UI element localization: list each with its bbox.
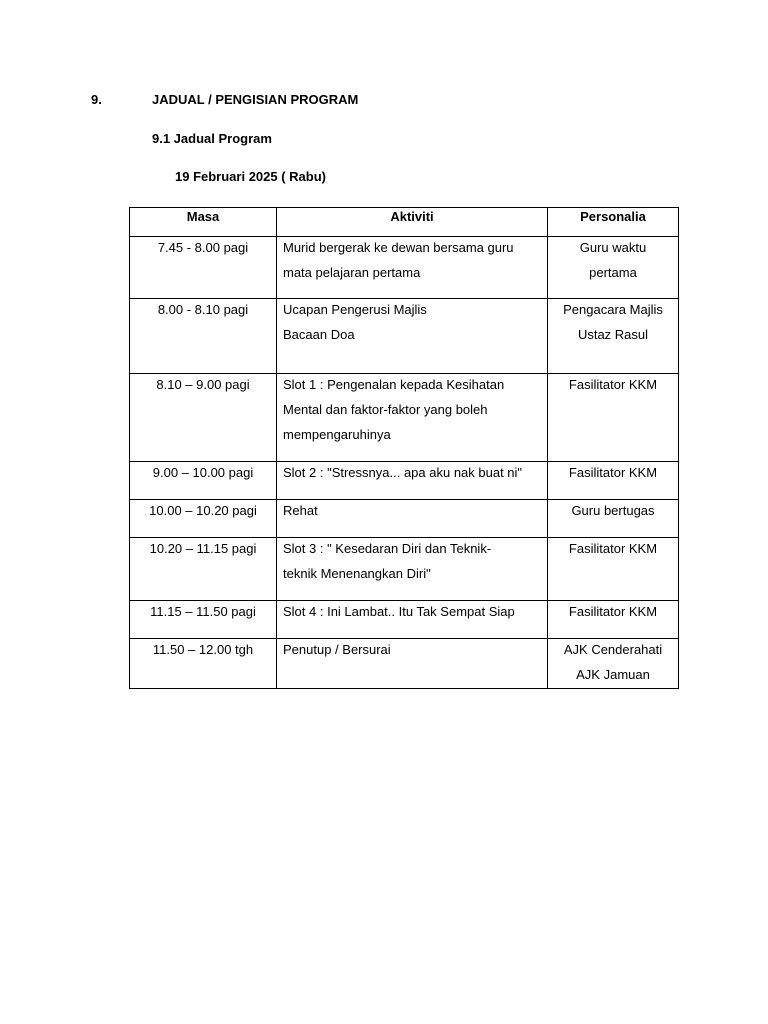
personalia-line: pertama [589, 265, 637, 280]
aktiviti-line: Slot 4 : Ini Lambat.. Itu Tak Sempat Siap [283, 604, 515, 619]
cell-aktiviti [277, 538, 548, 601]
header-masa: Masa [130, 208, 277, 237]
cell-masa [130, 374, 277, 462]
program-date: 19 Februari 2025 ( Rabu) [175, 169, 326, 184]
cell-aktiviti [277, 462, 548, 500]
cell-masa [130, 500, 277, 538]
personalia-line: Guru waktu [579, 240, 647, 255]
header-personalia: Personalia [548, 208, 679, 237]
personalia-line: AJK Cenderahati [563, 642, 663, 657]
schedule-body [130, 237, 679, 689]
cell-personalia [548, 639, 679, 689]
personalia-line: Ustaz Rasul [577, 327, 649, 342]
aktiviti-line: Rehat [283, 503, 318, 518]
masa-text: 11.50 – 12.00 tgh [152, 642, 254, 657]
aktiviti-line: mata pelajaran pertama [283, 265, 421, 280]
cell-masa [130, 601, 277, 639]
table-row [130, 374, 679, 462]
cell-masa [130, 462, 277, 500]
cell-personalia [548, 374, 679, 462]
table-row [130, 601, 679, 639]
personalia-line: AJK Jamuan [576, 667, 650, 682]
cell-masa [130, 237, 277, 299]
masa-text: 8.00 - 8.10 pagi [157, 302, 249, 317]
cell-masa [130, 538, 277, 601]
personalia-line: Pengacara Majlis [563, 302, 663, 317]
personalia-line: Fasilitator KKM [568, 604, 658, 619]
cell-masa [130, 299, 277, 374]
aktiviti-line: Slot 3 : " Kesedaran Diri dan Teknik- [283, 541, 492, 556]
section-title: JADUAL / PENGISIAN PROGRAM [152, 92, 359, 107]
subsection-title: 9.1 Jadual Program [152, 131, 272, 146]
masa-text: 10.20 – 11.15 pagi [149, 541, 257, 556]
masa-text: 11.15 – 11.50 pagi [150, 604, 256, 619]
cell-personalia [548, 462, 679, 500]
cell-personalia [548, 500, 679, 538]
cell-masa [130, 639, 277, 689]
personalia-line: Fasilitator KKM [568, 377, 658, 392]
table-row [130, 237, 679, 299]
cell-personalia [548, 299, 679, 374]
cell-aktiviti [277, 500, 548, 538]
masa-text: 10.00 – 10.20 pagi [149, 503, 257, 518]
aktiviti-line: Penutup / Bersurai [283, 642, 391, 657]
cell-aktiviti [277, 299, 548, 374]
personalia-line: Fasilitator KKM [568, 541, 658, 556]
aktiviti-line: teknik Menenangkan Diri" [283, 566, 431, 581]
cell-aktiviti [277, 237, 548, 299]
header-aktiviti: Aktiviti [277, 208, 548, 237]
table-row [130, 299, 679, 374]
aktiviti-line: Ucapan Pengerusi Majlis [283, 302, 427, 317]
masa-text: 8.10 – 9.00 pagi [156, 377, 250, 392]
cell-personalia [548, 237, 679, 299]
cell-personalia [548, 601, 679, 639]
aktiviti-line: Mental dan faktor-faktor yang boleh [283, 402, 488, 417]
aktiviti-line: Bacaan Doa [283, 327, 355, 342]
table-header-row [130, 208, 679, 237]
cell-aktiviti [277, 639, 548, 689]
aktiviti-line: mempengaruhinya [283, 427, 391, 442]
table-row [130, 538, 679, 601]
masa-text: 7.45 - 8.00 pagi [157, 240, 249, 255]
cell-aktiviti [277, 374, 548, 462]
schedule-table [129, 207, 679, 689]
cell-personalia [548, 538, 679, 601]
table-row [130, 500, 679, 538]
aktiviti-line: Slot 1 : Pengenalan kepada Kesihatan [283, 377, 505, 392]
personalia-line: Guru bertugas [571, 503, 655, 518]
cell-aktiviti [277, 601, 548, 639]
section-number: 9. [91, 92, 102, 107]
masa-text: 9.00 – 10.00 pagi [152, 465, 254, 480]
aktiviti-line: Slot 2 : "Stressnya... apa aku nak buat ni" [283, 465, 523, 480]
aktiviti-line: Murid bergerak ke dewan bersama guru [283, 240, 514, 255]
table-row [130, 639, 679, 689]
personalia-line: Fasilitator KKM [568, 465, 658, 480]
table-row [130, 462, 679, 500]
